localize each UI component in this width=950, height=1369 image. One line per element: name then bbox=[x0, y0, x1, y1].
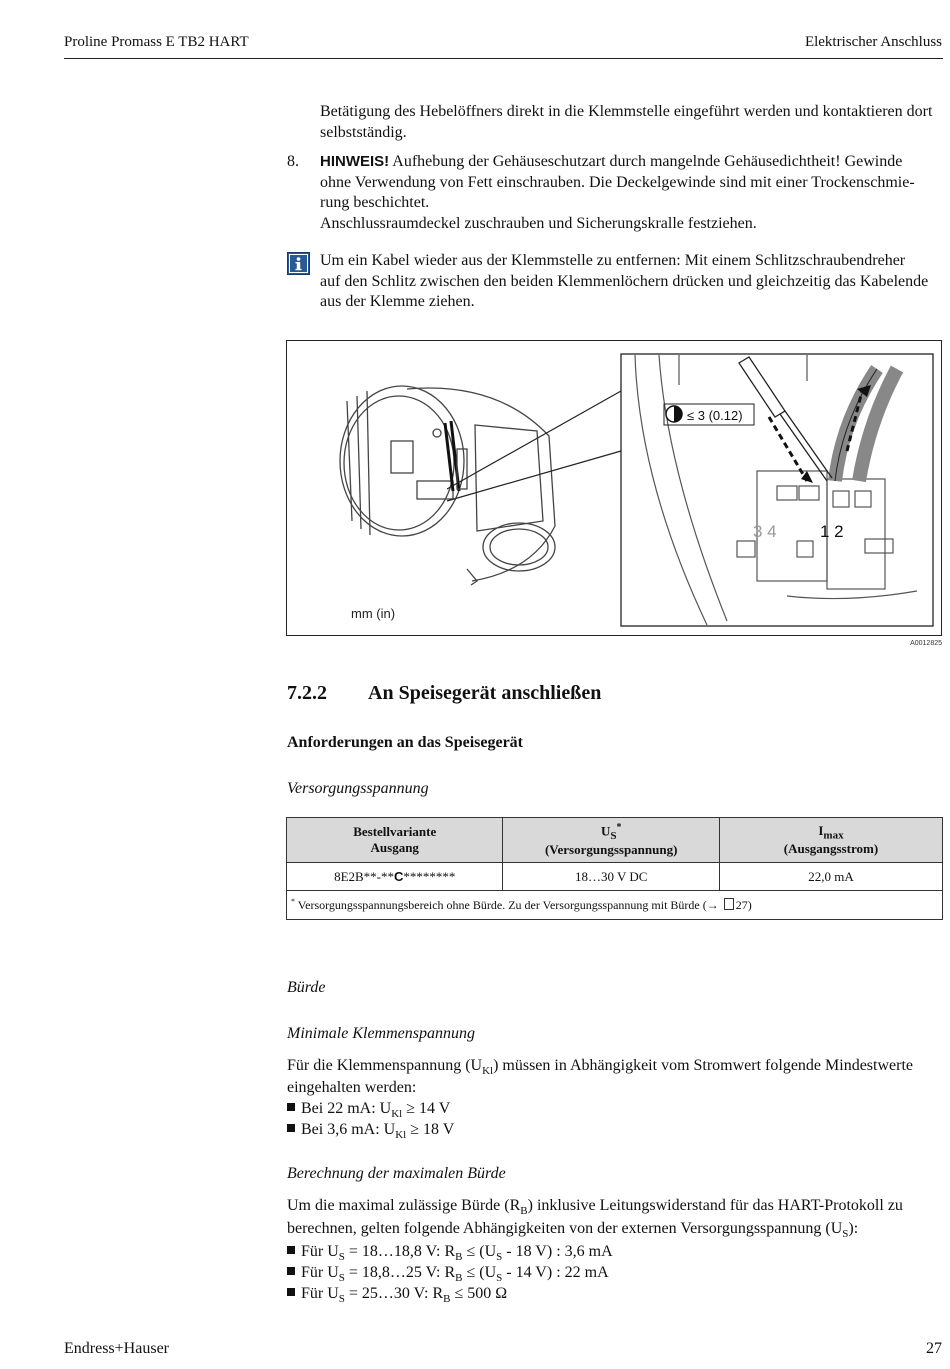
info-line-2: auf den Schlitz zwischen den beiden Klemmenlöchern drücken und gleichzeitig das Kabelende bbox=[320, 273, 929, 290]
list-item: Bei 3,6 mA: $U_{Kl} \ge 18$ V bbox=[287, 1119, 454, 1146]
min-voltage-text-2: eingehalten werden: bbox=[287, 1079, 417, 1096]
versorgung-title: Versorgungsspannung bbox=[287, 780, 429, 797]
wiring-figure bbox=[286, 340, 942, 636]
header-rule bbox=[64, 58, 943, 59]
header-title: Proline Promass E TB2 HART bbox=[64, 34, 249, 50]
table-row bbox=[287, 863, 943, 891]
figure-id: A0012825 bbox=[910, 640, 942, 647]
step-8-line-4: Anschlussraumdeckel zuschrauben und Sicherungskralle festziehen. bbox=[320, 215, 757, 232]
info-icon bbox=[287, 252, 310, 275]
section-title: An Speisegerät anschließen bbox=[368, 682, 602, 704]
cell-current: 22,0 mA bbox=[719, 863, 942, 891]
step-number: 8. bbox=[287, 153, 299, 170]
step-8-line-3: rung beschichtet. bbox=[320, 194, 430, 211]
min-voltage-text-1: Für die Klemmenspannung $(U_{Kl})$ müssen in Abhängigkeit vom Stromwert folgende Mindestwerte bbox=[287, 1057, 914, 1078]
table-footnote-row bbox=[287, 891, 943, 920]
col-output-current: $I_{max}$ (Ausgangsstrom) bbox=[719, 818, 942, 863]
wiring-illustration bbox=[287, 341, 941, 635]
page-icon bbox=[724, 898, 734, 910]
hinweis-label: HINWEIS! bbox=[320, 153, 390, 170]
footer-brand: Endress+Hauser bbox=[64, 1340, 169, 1357]
intro-line-1: Betätigung des Hebelöffners direkt in die Klemmstelle eingeführt werden und kontaktieren dort bbox=[320, 103, 933, 120]
terminal-1-2: 1 2 bbox=[820, 522, 844, 541]
col-supply-voltage: $U_S^*$ (Versorgungsspannung) bbox=[503, 818, 719, 863]
list-item: Für $U_S$ = 18…18,8 V: $R_B \le (U_S - 18$ V) : 3,6 mA bbox=[287, 1241, 613, 1268]
section-number: 7.2.2 bbox=[287, 682, 327, 704]
list-item: Bei 22 mA: $U_{Kl} \ge 14$ V bbox=[287, 1098, 450, 1125]
list-item: Für $U_S$ = 25…30 V: $R_B \le 500$ Ω bbox=[287, 1283, 507, 1310]
info-line-1: Um ein Kabel wieder aus der Klemmstelle zu entfernen: Mit einem Schlitzschraubendreher bbox=[320, 252, 906, 269]
table-footnote: * Versorgungsspannungsbereich ohne Bürde. Zu der Versorgungsspannung mit Bürde (→ 27) bbox=[287, 891, 943, 920]
intro-line-2: selbstständig. bbox=[320, 124, 407, 141]
step-8-text-1: Aufhebung der Gehäuseschutzart durch mangelnde Gehäusedichtheit! Gewinde bbox=[392, 153, 903, 170]
requirements-table bbox=[286, 817, 943, 920]
step-8-line-2: ohne Verwendung von Fett einschrauben. Die Deckelgewinde sind mit einer Trockenschmie- bbox=[320, 174, 915, 191]
subsection-title: Anforderungen an das Speisegerät bbox=[287, 734, 524, 751]
page-number: 27 bbox=[926, 1340, 942, 1357]
header-section: Elektrischer Anschluss bbox=[804, 34, 942, 50]
calc-title: Berechnung der maximalen Bürde bbox=[287, 1165, 506, 1182]
calc-text-2: berechnen, gelten folgende Abhängigkeiten von der externen Versorgungsspannung $(U_S)$: bbox=[287, 1220, 859, 1241]
calc-text-1: Um die maximal zulässige Bürde $(R_B)$ inklusive Leitungswiderstand für das HART-Protokoll zu bbox=[287, 1197, 903, 1218]
dimension-label: ≤ 3 (0.12) bbox=[687, 408, 743, 423]
list-item: Für $U_S$ = 18,8…25 V: $R_B \le (U_S - 14$ V) : 22 mA bbox=[287, 1262, 609, 1289]
table-header-row bbox=[287, 818, 943, 863]
step-8-line-1 bbox=[320, 151, 902, 172]
cell-order-code: 8E2B**-**C******** bbox=[287, 863, 503, 891]
min-voltage-title: Minimale Klemmenspannung bbox=[287, 1025, 475, 1042]
unit-label: mm (in) bbox=[351, 606, 396, 621]
buerde-title: Bürde bbox=[287, 979, 326, 996]
terminal-3-4: 3 4 bbox=[753, 522, 777, 541]
cell-voltage: 18…30 V DC bbox=[503, 863, 719, 891]
col-order-variant: Bestellvariante Ausgang bbox=[287, 818, 503, 863]
info-line-3: aus der Klemme ziehen. bbox=[320, 293, 475, 310]
